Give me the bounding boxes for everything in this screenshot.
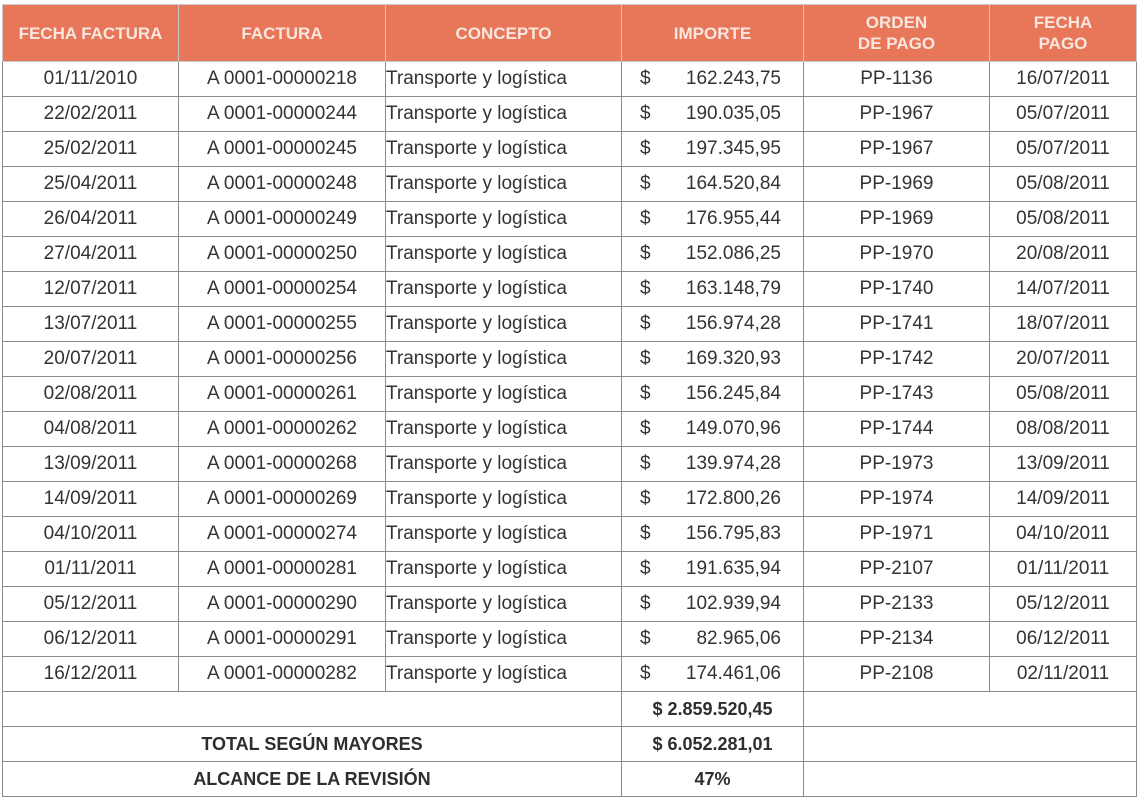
currency-symbol: $ [640,663,651,684]
header-importe-label: IMPORTE [673,23,752,43]
importe-value: 190.035,05 [685,103,781,124]
concepto-cell: Transporte y logística [386,307,622,342]
fecha-pago-cell: 01/11/2011 [990,552,1137,587]
concepto-cell: Transporte y logística [386,132,622,167]
currency-symbol: $ [640,348,651,369]
importe-value: 174.461,06 [685,663,781,684]
currency-symbol: $ [640,243,651,264]
importe-cell [622,377,804,412]
fecha-factura-cell: 13/09/2011 [3,447,179,482]
concepto-cell: Transporte y logística [386,587,622,622]
importe-value: 163.148,79 [685,278,781,299]
factura-cell: A 0001-00000244 [179,97,386,132]
fecha-factura-cell: 06/12/2011 [3,622,179,657]
factura-cell: A 0001-00000261 [179,377,386,412]
table-row [3,167,1137,202]
table-row [3,307,1137,342]
currency-symbol: $ [640,558,651,579]
header-importe [622,5,804,62]
factura-cell: A 0001-00000218 [179,62,386,97]
concepto-cell: Transporte y logística [386,62,622,97]
alcance-row [3,762,1137,797]
orden-de-pago-cell: PP-2133 [804,587,990,622]
header-fecha-pago [990,5,1137,62]
orden-de-pago-cell: PP-1973 [804,447,990,482]
importe-cell [622,272,804,307]
fecha-factura-cell: 26/04/2011 [3,202,179,237]
fecha-factura-cell: 01/11/2011 [3,552,179,587]
importe-cell [622,237,804,272]
table-row [3,132,1137,167]
currency-symbol: $ [640,278,651,299]
importe-value: 162.243,75 [685,68,781,89]
factura-cell: A 0001-00000249 [179,202,386,237]
header-orden-de-pago-label: ORDEN DE PAGO [857,13,936,53]
orden-de-pago-cell: PP-1974 [804,482,990,517]
factura-cell: A 0001-00000274 [179,517,386,552]
fecha-factura-cell: 14/09/2011 [3,482,179,517]
table-row [3,622,1137,657]
orden-de-pago-cell: PP-1969 [804,202,990,237]
importe-cell [622,307,804,342]
fecha-pago-cell: 02/11/2011 [990,657,1137,692]
concepto-cell: Transporte y logística [386,97,622,132]
importe-cell [622,132,804,167]
concepto-cell: Transporte y logística [386,657,622,692]
importe-value: 172.800,26 [685,488,781,509]
table-row [3,587,1137,622]
concepto-cell: Transporte y logística [386,552,622,587]
concepto-cell: Transporte y logística [386,167,622,202]
invoice-table [2,4,1137,797]
table-row [3,202,1137,237]
fecha-pago-cell: 05/08/2011 [990,202,1137,237]
importe-cell [622,342,804,377]
orden-de-pago-cell: PP-2108 [804,657,990,692]
fecha-pago-cell: 08/08/2011 [990,412,1137,447]
concepto-cell: Transporte y logística [386,272,622,307]
factura-cell: A 0001-00000248 [179,167,386,202]
table-summary [3,692,1137,797]
concepto-cell: Transporte y logística [386,447,622,482]
header-concepto-label: CONCEPTO [455,23,552,43]
concepto-cell: Transporte y logística [386,377,622,412]
fecha-pago-cell: 05/07/2011 [990,132,1137,167]
importe-cell [622,657,804,692]
importe-value: 176.955,44 [685,208,781,229]
currency-symbol: $ [640,488,651,509]
header-fecha-factura [3,5,179,62]
currency-symbol: $ [640,103,651,124]
orden-de-pago-cell: PP-2107 [804,552,990,587]
orden-de-pago-cell: PP-1742 [804,342,990,377]
currency-symbol: $ [640,383,651,404]
factura-cell: A 0001-00000254 [179,272,386,307]
fecha-factura-cell: 25/02/2011 [3,132,179,167]
fecha-pago-cell: 16/07/2011 [990,62,1137,97]
table-row [3,342,1137,377]
orden-de-pago-cell: PP-1970 [804,237,990,272]
concepto-cell: Transporte y logística [386,482,622,517]
table-row [3,377,1137,412]
currency-symbol: $ [640,313,651,334]
factura-cell: A 0001-00000262 [179,412,386,447]
importe-cell [622,202,804,237]
table-row [3,657,1137,692]
currency-symbol: $ [640,453,651,474]
header-row [3,5,1137,62]
header-fecha-factura-label: FECHA FACTURA [18,23,163,43]
header-concepto [386,5,622,62]
factura-cell: A 0001-00000269 [179,482,386,517]
table-header [3,5,1137,62]
concepto-cell: Transporte y logística [386,622,622,657]
fecha-factura-cell: 22/02/2011 [3,97,179,132]
importe-value: 191.635,94 [685,558,781,579]
importe-value: 152.086,25 [685,243,781,264]
factura-cell: A 0001-00000290 [179,587,386,622]
orden-de-pago-cell: PP-1136 [804,62,990,97]
total-label: TOTAL SEGÚN MAYORES [3,727,622,762]
importe-value: 164.520,84 [685,173,781,194]
importe-value: 169.320,93 [685,348,781,369]
concepto-cell: Transporte y logística [386,517,622,552]
factura-cell: A 0001-00000256 [179,342,386,377]
fecha-pago-cell: 18/07/2011 [990,307,1137,342]
currency-symbol: $ [640,523,651,544]
header-fecha-pago-label: FECHA PAGO [1033,13,1093,53]
currency-symbol: $ [640,208,651,229]
table-row [3,62,1137,97]
orden-de-pago-cell: PP-2134 [804,622,990,657]
subtotal-blank-cell [804,692,1137,727]
factura-cell: A 0001-00000250 [179,237,386,272]
header-factura-label: FACTURA [241,23,323,43]
importe-value: 82.965,06 [696,628,781,649]
alcance-value: 47% [622,762,804,797]
total-row [3,727,1137,762]
fecha-pago-cell: 04/10/2011 [990,517,1137,552]
subtotal-row [3,692,1137,727]
fecha-pago-cell: 05/08/2011 [990,167,1137,202]
factura-cell: A 0001-00000291 [179,622,386,657]
importe-cell [622,552,804,587]
currency-symbol: $ [640,628,651,649]
subtotal-label-cell [3,692,622,727]
fecha-pago-cell: 05/07/2011 [990,97,1137,132]
importe-value: 149.070,96 [685,418,781,439]
fecha-factura-cell: 12/07/2011 [3,272,179,307]
importe-cell [622,587,804,622]
alcance-blank-cell [804,762,1137,797]
table-row [3,552,1137,587]
alcance-label: ALCANCE DE LA REVISIÓN [3,762,622,797]
table-row [3,272,1137,307]
importe-value: 156.795,83 [685,523,781,544]
fecha-pago-cell: 06/12/2011 [990,622,1137,657]
importe-cell [622,62,804,97]
importe-cell [622,167,804,202]
importe-value: 156.974,28 [685,313,781,334]
concepto-cell: Transporte y logística [386,342,622,377]
orden-de-pago-cell: PP-1969 [804,167,990,202]
importe-cell [622,412,804,447]
total-value: $ 6.052.281,01 [622,727,804,762]
fecha-pago-cell: 20/08/2011 [990,237,1137,272]
fecha-factura-cell: 16/12/2011 [3,657,179,692]
table-row [3,447,1137,482]
table-row [3,482,1137,517]
fecha-factura-cell: 04/08/2011 [3,412,179,447]
currency-symbol: $ [640,138,651,159]
currency-symbol: $ [640,68,651,89]
total-blank-cell [804,727,1137,762]
concepto-cell: Transporte y logística [386,202,622,237]
fecha-pago-cell: 13/09/2011 [990,447,1137,482]
orden-de-pago-cell: PP-1741 [804,307,990,342]
orden-de-pago-cell: PP-1971 [804,517,990,552]
table-row [3,97,1137,132]
table-row [3,237,1137,272]
fecha-pago-cell: 20/07/2011 [990,342,1137,377]
importe-cell [622,447,804,482]
factura-cell: A 0001-00000281 [179,552,386,587]
header-orden-de-pago [804,5,990,62]
orden-de-pago-cell: PP-1743 [804,377,990,412]
currency-symbol: $ [640,418,651,439]
orden-de-pago-cell: PP-1967 [804,97,990,132]
fecha-pago-cell: 14/07/2011 [990,272,1137,307]
orden-de-pago-cell: PP-1967 [804,132,990,167]
fecha-pago-cell: 05/08/2011 [990,377,1137,412]
factura-cell: A 0001-00000255 [179,307,386,342]
orden-de-pago-cell: PP-1744 [804,412,990,447]
fecha-factura-cell: 25/04/2011 [3,167,179,202]
importe-value: 102.939,94 [685,593,781,614]
fecha-pago-cell: 05/12/2011 [990,587,1137,622]
importe-value: 139.974,28 [685,453,781,474]
factura-cell: A 0001-00000268 [179,447,386,482]
concepto-cell: Transporte y logística [386,237,622,272]
table-row [3,412,1137,447]
currency-symbol: $ [640,593,651,614]
subtotal-value: $ 2.859.520,45 [622,692,804,727]
importe-cell [622,517,804,552]
concepto-cell: Transporte y logística [386,412,622,447]
fecha-factura-cell: 13/07/2011 [3,307,179,342]
factura-cell: A 0001-00000282 [179,657,386,692]
importe-value: 197.345,95 [685,138,781,159]
fecha-factura-cell: 01/11/2010 [3,62,179,97]
orden-de-pago-cell: PP-1740 [804,272,990,307]
importe-cell [622,482,804,517]
table-body [3,62,1137,692]
importe-cell [622,97,804,132]
table-row [3,517,1137,552]
fecha-factura-cell: 05/12/2011 [3,587,179,622]
fecha-factura-cell: 02/08/2011 [3,377,179,412]
fecha-factura-cell: 04/10/2011 [3,517,179,552]
currency-symbol: $ [640,173,651,194]
fecha-pago-cell: 14/09/2011 [990,482,1137,517]
header-factura [179,5,386,62]
factura-cell: A 0001-00000245 [179,132,386,167]
importe-cell [622,622,804,657]
fecha-factura-cell: 27/04/2011 [3,237,179,272]
fecha-factura-cell: 20/07/2011 [3,342,179,377]
importe-value: 156.245,84 [685,383,781,404]
